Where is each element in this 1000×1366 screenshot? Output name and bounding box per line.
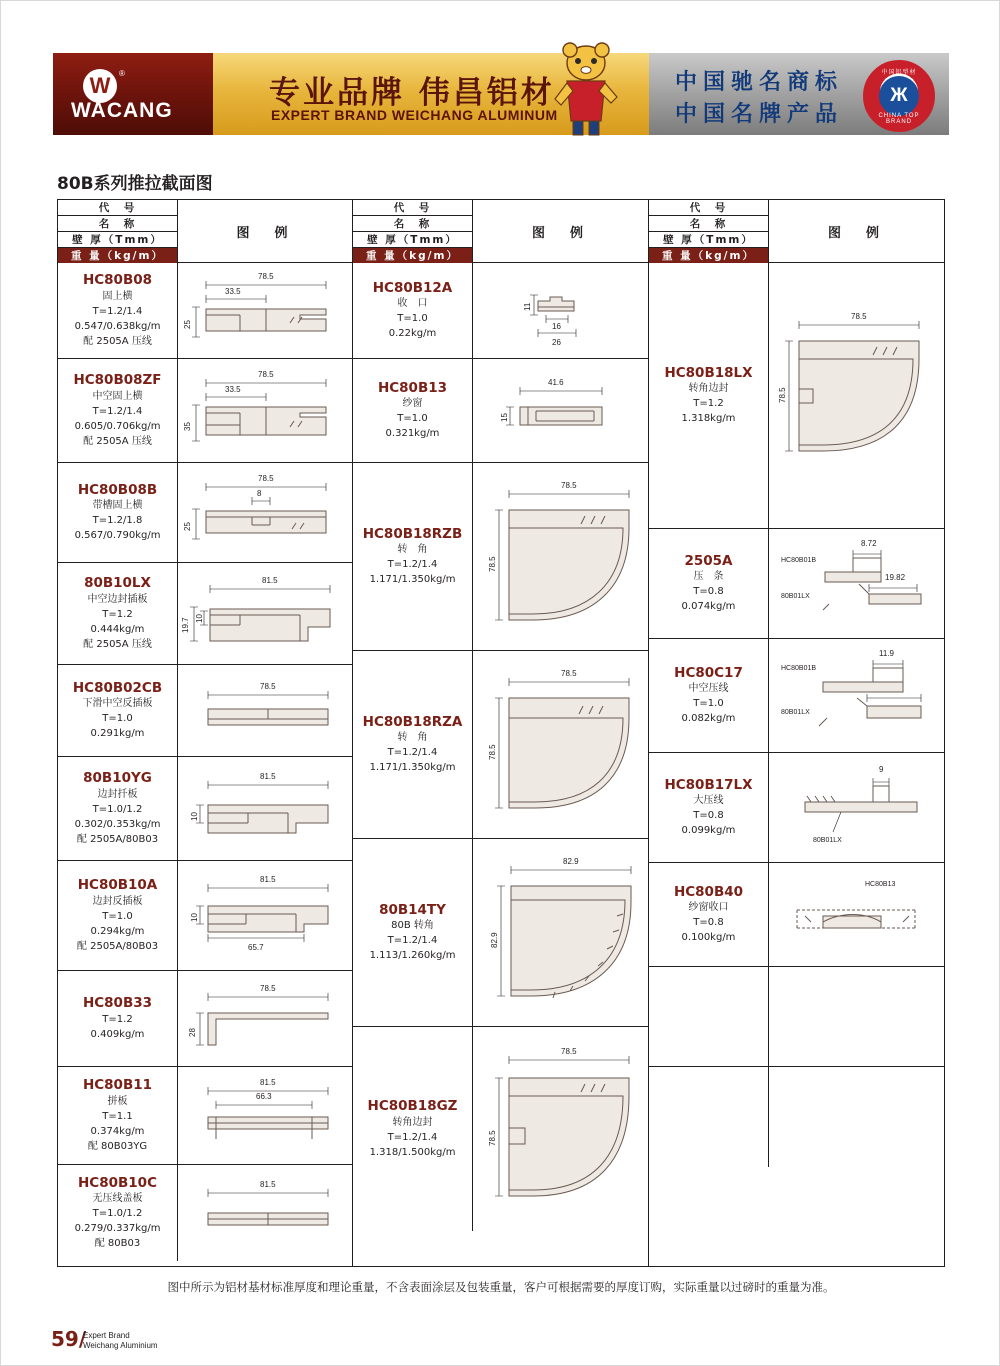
header-figure: 图 例	[236, 225, 294, 241]
profile-info	[353, 463, 473, 650]
dim-label: 26	[551, 337, 561, 347]
profile-name: 纱窗收口	[688, 902, 729, 914]
profile-name: 大压线	[693, 795, 724, 807]
profile-name: 转角边封	[392, 1116, 433, 1128]
profile-weight: 0.409kg/m	[90, 1028, 145, 1040]
header-figure: 图 例	[531, 225, 589, 241]
profile-info	[353, 839, 473, 1026]
dim-label: 8.72	[861, 538, 877, 548]
table-row	[58, 263, 352, 359]
profile-code: HC80B02CB	[72, 679, 163, 696]
profile-config: 配 80B03YG	[87, 1140, 148, 1152]
footer-brand-line2: Weichang Aluminium	[83, 1341, 158, 1350]
profile-figure	[769, 529, 944, 638]
profile-info	[353, 359, 473, 462]
dim-label: 78.5	[260, 983, 276, 993]
dim-label: 66.3	[256, 1091, 272, 1101]
profile-info	[58, 971, 178, 1066]
annotation-label: 80B01LX	[781, 708, 810, 716]
profile-code: HC80B12A	[372, 279, 453, 296]
profile-weight: 1.318kg/m	[681, 413, 736, 425]
dim-label: 10	[190, 811, 199, 821]
profile-code: 80B10YG	[83, 770, 152, 787]
profile-name: 转 角	[397, 544, 428, 556]
profile-figure	[473, 359, 648, 462]
table-row	[58, 359, 352, 463]
table-row-empty	[649, 1067, 944, 1167]
table-row-empty	[649, 967, 944, 1067]
table-row	[353, 463, 648, 651]
profile-weight: 0.294kg/m	[90, 925, 145, 937]
profile-thickness: T=1.2	[693, 398, 724, 410]
dim-label: 33.5	[225, 286, 241, 296]
profile-figure	[473, 263, 648, 358]
profile-name: 带槽固上横	[92, 500, 143, 512]
profile-info	[58, 359, 178, 462]
profile-figure	[769, 863, 944, 966]
profile-info	[649, 639, 769, 752]
profile-weight: 0.279/0.337kg/m	[74, 1223, 161, 1235]
profile-name: 中空固上横	[92, 390, 143, 402]
profile-figure	[769, 263, 944, 528]
profile-code: 2505A	[684, 552, 733, 569]
profile-info	[58, 757, 178, 860]
table-row	[353, 1027, 648, 1231]
header-weight: 重 量（kg/m）	[58, 248, 177, 263]
profile-code: HC80B18RZA	[362, 713, 463, 730]
dim-label: 78.5	[561, 480, 577, 490]
profile-config: 配 2505A 压线	[83, 638, 152, 650]
profile-thickness: T=1.0	[102, 713, 133, 725]
profile-name: 拼板	[107, 1095, 128, 1107]
dim-label: 78.5	[488, 1130, 497, 1146]
profile-name: 转 角	[397, 732, 428, 744]
profile-thickness: T=1.2/1.8	[92, 515, 143, 527]
dim-label: 25	[183, 521, 192, 531]
profile-code: HC80B08ZF	[73, 372, 162, 389]
profile-thickness: T=1.0	[397, 313, 428, 325]
seal-top-text: 中国铝型材	[881, 70, 917, 76]
table-row	[58, 1165, 352, 1261]
dim-label: 78.5	[851, 311, 867, 321]
profile-thickness: T=1.0	[397, 413, 428, 425]
profile-info	[353, 1027, 473, 1231]
profile-weight: 0.074kg/m	[681, 601, 736, 613]
profile-code: 80B14TY	[379, 901, 446, 918]
profile-name: 收 口	[397, 298, 428, 310]
profile-figure	[178, 971, 352, 1066]
table-row	[58, 1067, 352, 1165]
dim-label: 10	[190, 912, 199, 922]
registered-mark: ®	[119, 69, 125, 78]
table-row	[649, 639, 944, 753]
profile-weight: 0.374kg/m	[90, 1125, 145, 1137]
profile-weight: 1.171/1.350kg/m	[369, 574, 456, 586]
profile-info	[58, 263, 178, 358]
dim-label: 19.82	[885, 572, 906, 582]
dim-label: 78.5	[488, 743, 497, 760]
table-row	[58, 665, 352, 757]
profile-config: 配 2505A/80B03	[76, 940, 159, 952]
profile-weight: 0.444kg/m	[90, 623, 145, 635]
profile-info	[649, 967, 769, 1066]
brand-latin-name: WACANG	[71, 99, 173, 122]
profile-info	[353, 651, 473, 838]
award-line-2: 中国名牌产品	[675, 102, 844, 127]
profile-config: 配 2505A 压线	[83, 335, 152, 347]
profile-code: HC80B08B	[77, 481, 158, 498]
profile-weight: 0.22kg/m	[388, 328, 437, 340]
dim-label: 10	[195, 613, 204, 623]
footer-brand-line1: Expert Brand	[83, 1331, 130, 1340]
header-weight: 重 量（kg/m）	[353, 248, 472, 263]
profile-code: 80B10LX	[84, 575, 151, 592]
dim-label: 78.5	[778, 386, 787, 403]
profile-thickness: T=1.0	[693, 698, 724, 710]
profile-weight: 0.291kg/m	[90, 728, 145, 740]
profile-name: 边封扦板	[97, 788, 138, 800]
profile-name: 中空边封插板	[87, 593, 148, 605]
profile-weight: 0.605/0.706kg/m	[74, 420, 161, 432]
profile-name: 下滑中空反插板	[82, 698, 153, 710]
table-row	[353, 839, 648, 1027]
profile-name: 转角边封	[688, 383, 729, 395]
profile-code: HC80B33	[82, 995, 153, 1012]
profile-table	[57, 199, 945, 1267]
dim-label: 41.6	[547, 377, 564, 387]
annotation-label: 80B01LX	[813, 836, 842, 844]
table-column-2	[352, 199, 648, 1267]
profile-thickness: T=0.8	[693, 586, 724, 598]
dim-label: 78.5	[488, 555, 497, 572]
header-name: 名 称	[58, 216, 177, 232]
profile-thickness: T=1.0/1.2	[92, 803, 143, 815]
dim-label: 81.5	[260, 1077, 276, 1087]
profile-config: 配 2505A/80B03	[76, 833, 159, 845]
profile-thickness: T=0.8	[693, 917, 724, 929]
profile-name: 中空压线	[688, 683, 729, 695]
profile-info	[58, 1165, 178, 1261]
profile-thickness: T=1.2/1.4	[387, 935, 438, 947]
dim-label: 19.7	[181, 616, 190, 633]
profile-figure	[178, 861, 352, 970]
table-row	[649, 263, 944, 529]
brand-logo	[53, 53, 213, 135]
profile-code: HC80B18RZB	[362, 525, 463, 542]
dim-label: 82.9	[563, 856, 579, 866]
dim-label: 15	[499, 412, 509, 422]
profile-figure	[178, 463, 352, 562]
slogan-chinese: 专业品牌 伟昌铝材	[269, 75, 555, 111]
dim-label: 81.5	[262, 575, 278, 585]
profile-code: HC80B18LX	[664, 364, 753, 381]
dim-label: 82.9	[490, 931, 499, 948]
profile-code: HC80C17	[674, 664, 743, 681]
footnote: 图中所示为铝材基材标准厚度和理论重量，不含表面涂层及包装重量，客户可根据需要的厚度订购，实际重量以过磅时的重量为准。	[167, 1280, 835, 1294]
mascot-icon	[549, 41, 623, 137]
header-thickness: 壁 厚（Tmm）	[58, 232, 177, 248]
award-line-1: 中国驰名商标	[675, 70, 844, 95]
dim-label: 8	[257, 488, 262, 498]
header-figure: 图 例	[827, 225, 885, 241]
table-row	[649, 529, 944, 639]
profile-figure	[178, 359, 352, 462]
page-footer	[1, 1321, 999, 1365]
profile-info	[58, 463, 178, 562]
profile-weight: 0.321kg/m	[385, 428, 440, 440]
table-row	[58, 757, 352, 861]
dim-label: 11.9	[879, 648, 894, 658]
header-name: 名 称	[649, 216, 768, 232]
profile-name: 压 条	[693, 571, 724, 583]
profile-code: HC80B08	[82, 272, 153, 289]
dim-label: 78.5	[258, 271, 274, 281]
profile-code: HC80B13	[377, 379, 448, 396]
profile-info	[649, 529, 769, 638]
profile-code: HC80B10C	[78, 1174, 157, 1191]
profile-info	[58, 1067, 178, 1164]
profile-info	[649, 753, 769, 862]
profile-config: 配 2505A 压线	[83, 435, 152, 447]
table-row	[353, 263, 648, 359]
seal-letters: Ж	[879, 76, 919, 116]
profile-info	[649, 1067, 769, 1167]
profile-figure	[178, 757, 352, 860]
annotation-label: 80B01LX	[781, 592, 810, 600]
page-number: 59/	[51, 1327, 87, 1351]
dim-label: 16	[551, 321, 561, 331]
profile-code: HC80B11	[82, 1077, 153, 1094]
profile-thickness: T=1.2/1.4	[387, 1131, 438, 1143]
profile-weight: 1.171/1.350kg/m	[369, 762, 456, 774]
profile-thickness: T=0.8	[693, 810, 724, 822]
awards-panel	[649, 53, 949, 135]
table-row	[58, 861, 352, 971]
header-code: 代 号	[58, 200, 177, 216]
header-banner	[53, 53, 949, 135]
profile-thickness: T=1.2/1.4	[92, 305, 143, 317]
dim-label: 78.5	[561, 668, 577, 678]
profile-info	[353, 263, 473, 358]
profile-name: 边封反插板	[92, 895, 143, 907]
profile-figure	[178, 665, 352, 756]
profile-thickness: T=1.2	[102, 608, 133, 620]
dim-label: 78.5	[561, 1047, 577, 1056]
footer-brand	[83, 1331, 158, 1351]
profile-figure	[769, 639, 944, 752]
dim-label: 11	[522, 302, 532, 311]
dim-label: 81.5	[260, 1180, 276, 1189]
table-column-3	[648, 199, 945, 1267]
profile-name: 无压线盖板	[92, 1193, 143, 1205]
table-column-1	[57, 199, 352, 1267]
profile-weight: 0.302/0.353kg/m	[74, 818, 161, 830]
header-thickness: 壁 厚（Tmm）	[649, 232, 768, 248]
header-name: 名 称	[353, 216, 472, 232]
profile-code: HC80B17LX	[664, 776, 753, 793]
table-row	[649, 863, 944, 967]
profile-weight: 0.547/0.638kg/m	[74, 320, 161, 332]
profile-figure	[769, 1067, 944, 1167]
profile-figure	[473, 1027, 648, 1231]
profile-thickness: T=1.1	[102, 1110, 133, 1122]
profile-figure	[473, 463, 648, 650]
profile-thickness: T=1.2	[102, 1013, 133, 1025]
column-header	[649, 200, 944, 263]
profile-thickness: T=1.2/1.4	[92, 405, 143, 417]
annotation-label: HC80B01B	[781, 556, 817, 564]
profile-figure	[178, 1165, 352, 1261]
column-header	[353, 200, 648, 263]
dim-label: 9	[879, 764, 884, 774]
header-thickness: 壁 厚（Tmm）	[353, 232, 472, 248]
profile-thickness: T=1.2/1.4	[387, 747, 438, 759]
slogan-english: EXPERT BRAND WEICHANG ALUMINUM	[271, 107, 558, 123]
annotation-label: HC80B13	[865, 880, 896, 888]
page-title: 80B系列推拉截面图	[57, 174, 213, 194]
dim-label: 78.5	[260, 681, 276, 691]
profile-info	[58, 861, 178, 970]
profile-code: HC80B40	[673, 883, 744, 900]
profile-weight: 0.567/0.790kg/m	[74, 530, 161, 542]
profile-weight: 1.318/1.500kg/m	[369, 1146, 456, 1158]
profile-figure	[473, 651, 648, 838]
profile-figure	[769, 753, 944, 862]
table-row	[353, 651, 648, 839]
dim-label: 81.5	[260, 874, 276, 884]
profile-figure	[178, 1067, 352, 1164]
seal-bottom-text: CHINA TOP BRAND	[878, 113, 920, 125]
column-header	[58, 200, 352, 263]
table-row	[353, 359, 648, 463]
dim-label: 78.5	[258, 473, 274, 483]
profile-weight: 1.113/1.260kg/m	[369, 950, 456, 962]
profile-weight: 0.099kg/m	[681, 825, 736, 837]
profile-figure	[178, 563, 352, 664]
dim-label: 78.5	[258, 369, 274, 379]
profile-weight: 0.100kg/m	[681, 932, 736, 944]
header-weight: 重 量（kg/m）	[649, 248, 768, 263]
profile-code: HC80B10A	[77, 877, 158, 894]
profile-figure	[178, 263, 352, 358]
profile-info	[58, 563, 178, 664]
profile-thickness: T=1.2/1.4	[387, 559, 438, 571]
table-row	[58, 563, 352, 665]
logo-mark-icon: W	[83, 69, 117, 103]
profile-code: HC80B18GZ	[367, 1098, 458, 1115]
profile-info	[58, 665, 178, 756]
profile-weight: 0.082kg/m	[681, 713, 736, 725]
profile-info	[649, 263, 769, 528]
profile-name: 纱窗	[402, 398, 423, 410]
dim-label: 33.5	[225, 384, 241, 394]
profile-config: 配 80B03	[94, 1238, 141, 1250]
profile-thickness: T=1.0/1.2	[92, 1208, 143, 1220]
profile-thickness: T=1.0	[102, 910, 133, 922]
dim-label: 28	[188, 1027, 197, 1037]
dim-label: 25	[183, 319, 192, 329]
header-code: 代 号	[353, 200, 472, 216]
slogan-panel	[213, 53, 649, 135]
top-brand-seal-icon	[863, 60, 935, 132]
table-row	[58, 971, 352, 1067]
header-code: 代 号	[649, 200, 768, 216]
annotation-label: HC80B01B	[781, 664, 817, 672]
table-row	[58, 463, 352, 563]
profile-figure	[769, 967, 944, 1066]
profile-info	[649, 863, 769, 966]
dim-label: 65.7	[248, 942, 264, 952]
profile-figure	[473, 839, 648, 1026]
table-row	[649, 753, 944, 863]
profile-name: 固上横	[102, 290, 133, 302]
dim-label: 35	[183, 421, 192, 431]
profile-name: 80B 转角	[391, 920, 434, 932]
dim-label: 81.5	[260, 771, 276, 781]
